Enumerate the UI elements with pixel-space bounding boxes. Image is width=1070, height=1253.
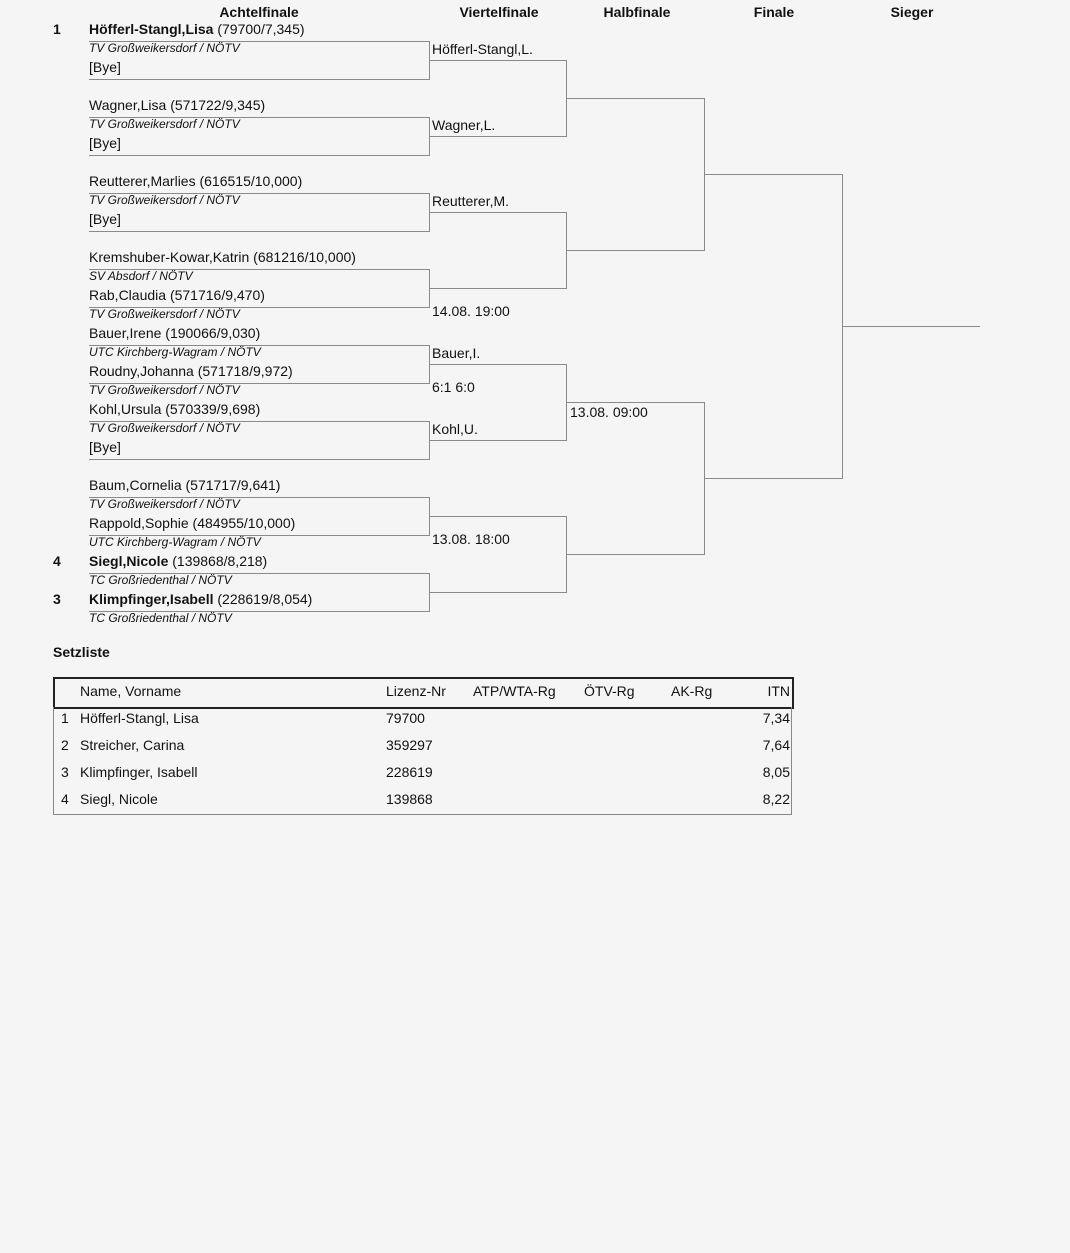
player-entry — [89, 97, 265, 113]
quarter-result-bottom: 6:1 6:0 — [432, 379, 475, 395]
col-otv: ÖTV-Rg — [584, 682, 635, 699]
winner-line — [843, 326, 980, 327]
seed-license: 139868 — [386, 790, 433, 807]
player-entry — [89, 477, 280, 493]
match-box-r16 — [89, 573, 430, 612]
player-name: Wagner,Lisa — [89, 97, 167, 113]
seed-otv — [584, 731, 671, 758]
player-ranking: (571722/9,345) — [166, 97, 266, 113]
player-name: Bauer,Irene — [89, 325, 162, 341]
seed-ak — [671, 731, 731, 758]
header-semifinal: Halbfinale — [603, 4, 671, 20]
player-ranking: (570339/9,698) — [161, 401, 261, 417]
seed-license: 228619 — [386, 763, 433, 780]
player-ranking: (571716/9,470) — [166, 287, 265, 303]
seed-itn: 8,05 — [762, 763, 790, 780]
player-club: TV Großweikersdorf / NÖTV — [89, 41, 240, 55]
match-box-r16 — [89, 497, 430, 536]
player-ranking: (139868/8,218) — [168, 553, 268, 569]
player-name: Siegl,Nicole — [89, 553, 169, 569]
seed-pos: 2 — [61, 736, 69, 753]
player-club: UTC Kirchberg-Wagram / NÖTV — [89, 535, 261, 549]
match-box-r16 — [89, 269, 430, 308]
player-club: UTC Kirchberg-Wagram / NÖTV — [89, 345, 261, 359]
seed-ak — [671, 758, 731, 785]
player-name: [Bye] — [89, 135, 121, 151]
player-entry — [89, 21, 305, 37]
seedlist-table — [53, 677, 792, 812]
player-ranking: (681216/10,000) — [249, 249, 356, 265]
header-final: Finale — [753, 4, 795, 20]
player-name: Klimpfinger,Isabell — [89, 591, 214, 607]
player-name: [Bye] — [89, 59, 121, 75]
seed-number: 1 — [53, 21, 61, 37]
header-quarterfinal: Viertelfinale — [459, 4, 539, 20]
player-club: TV Großweikersdorf / NÖTV — [89, 497, 240, 511]
player-name: Kohl,Ursula — [89, 401, 162, 417]
header-round16: Achtelfinale — [219, 4, 299, 20]
col-name: Name, Vorname — [80, 682, 182, 699]
quarter-result-top: Bauer,I. — [432, 345, 481, 361]
player-ranking: (484955/10,000) — [188, 515, 296, 531]
col-itn: ITN — [767, 682, 790, 699]
seed-pos: 4 — [61, 790, 69, 807]
seedlist-title: Setzliste — [53, 644, 110, 660]
quarter-result-top: Wagner,L. — [432, 117, 496, 133]
match-box-r16 — [89, 193, 430, 232]
player-name: Kremshuber-Kowar,Katrin — [89, 249, 250, 265]
table-row — [53, 704, 792, 731]
player-club: TC Großriedenthal / NÖTV — [89, 611, 232, 625]
player-ranking: (616515/10,000) — [195, 173, 303, 189]
player-ranking: (571717/9,641) — [181, 477, 281, 493]
match-box-r16 — [89, 345, 430, 384]
seed-atp — [473, 758, 584, 785]
seedlist-header-row — [53, 677, 792, 704]
player-club: TV Großweikersdorf / NÖTV — [89, 383, 240, 397]
seed-otv — [584, 758, 671, 785]
seed-license: 79700 — [386, 709, 425, 726]
match-box-r16 — [89, 117, 430, 156]
player-name: Rappold,Sophie — [89, 515, 189, 531]
player-ranking: (571718/9,972) — [193, 363, 293, 379]
match-box-quarter — [430, 60, 567, 137]
player-ranking: (190066/9,030) — [161, 325, 261, 341]
col-license: Lizenz-Nr — [386, 682, 446, 699]
seed-otv — [584, 704, 671, 731]
match-box-r16 — [89, 421, 430, 460]
quarter-result-top: Höfferl-Stangl,L. — [432, 41, 533, 57]
seed-name: Streicher, Carina — [80, 736, 185, 753]
player-entry — [89, 553, 267, 569]
semi-result-bottom: 13.08. 09:00 — [570, 404, 648, 420]
quarter-result-top: Kohl,U. — [432, 421, 478, 437]
seed-ak — [671, 704, 731, 731]
seed-ak — [671, 785, 731, 812]
seed-itn: 8,22 — [762, 790, 790, 807]
match-box-semi — [567, 98, 705, 251]
player-entry — [89, 173, 302, 189]
player-club: TV Großweikersdorf / NÖTV — [89, 117, 240, 131]
table-row — [53, 731, 792, 758]
seed-itn: 7,34 — [762, 709, 790, 726]
player-name: [Bye] — [89, 211, 121, 227]
seed-number: 3 — [53, 591, 61, 607]
header-winner: Sieger — [890, 4, 934, 20]
seed-atp — [473, 704, 584, 731]
player-name: Rab,Claudia — [89, 287, 167, 303]
quarter-result-bottom: 14.08. 19:00 — [432, 303, 510, 319]
table-row — [53, 785, 792, 812]
seed-pos: 3 — [61, 763, 69, 780]
seed-license: 359297 — [386, 736, 433, 753]
player-name: [Bye] — [89, 439, 121, 455]
player-club: TC Großriedenthal / NÖTV — [89, 573, 232, 587]
col-ak: AK-Rg — [671, 682, 713, 699]
seed-atp — [473, 731, 584, 758]
match-box-semi — [567, 402, 705, 555]
player-club: TV Großweikersdorf / NÖTV — [89, 307, 240, 321]
seed-itn: 7,64 — [762, 736, 790, 753]
seed-name: Siegl, Nicole — [80, 790, 158, 807]
seed-number: 4 — [53, 553, 61, 569]
table-row — [53, 758, 792, 785]
match-box-r16 — [89, 41, 430, 80]
match-box-quarter — [430, 516, 567, 593]
player-entry — [89, 249, 356, 265]
player-club: SV Absdorf / NÖTV — [89, 269, 193, 283]
player-name: Baum,Cornelia — [89, 477, 182, 493]
player-club: TV Großweikersdorf / NÖTV — [89, 193, 240, 207]
quarter-result-bottom: 13.08. 18:00 — [432, 531, 510, 547]
player-entry — [89, 325, 260, 341]
match-box-final — [705, 174, 843, 479]
player-club: TV Großweikersdorf / NÖTV — [89, 421, 240, 435]
player-ranking: (79700/7,345) — [213, 21, 305, 37]
match-box-quarter — [430, 212, 567, 289]
seed-atp — [473, 785, 584, 812]
player-name: Höfferl-Stangl,Lisa — [89, 21, 214, 37]
player-entry — [89, 401, 260, 417]
quarter-result-top: Reutterer,M. — [432, 193, 510, 209]
player-name: Roudny,Johanna — [89, 363, 194, 379]
seed-name: Klimpfinger, Isabell — [80, 763, 198, 780]
player-name: Reutterer,Marlies — [89, 173, 196, 189]
col-atp-wta: ATP/WTA-Rg — [473, 682, 556, 699]
player-ranking: (228619/8,054) — [213, 591, 313, 607]
seed-pos: 1 — [61, 709, 69, 726]
seed-otv — [584, 785, 671, 812]
seed-name: Höfferl-Stangl, Lisa — [80, 709, 199, 726]
match-box-quarter — [430, 364, 567, 441]
